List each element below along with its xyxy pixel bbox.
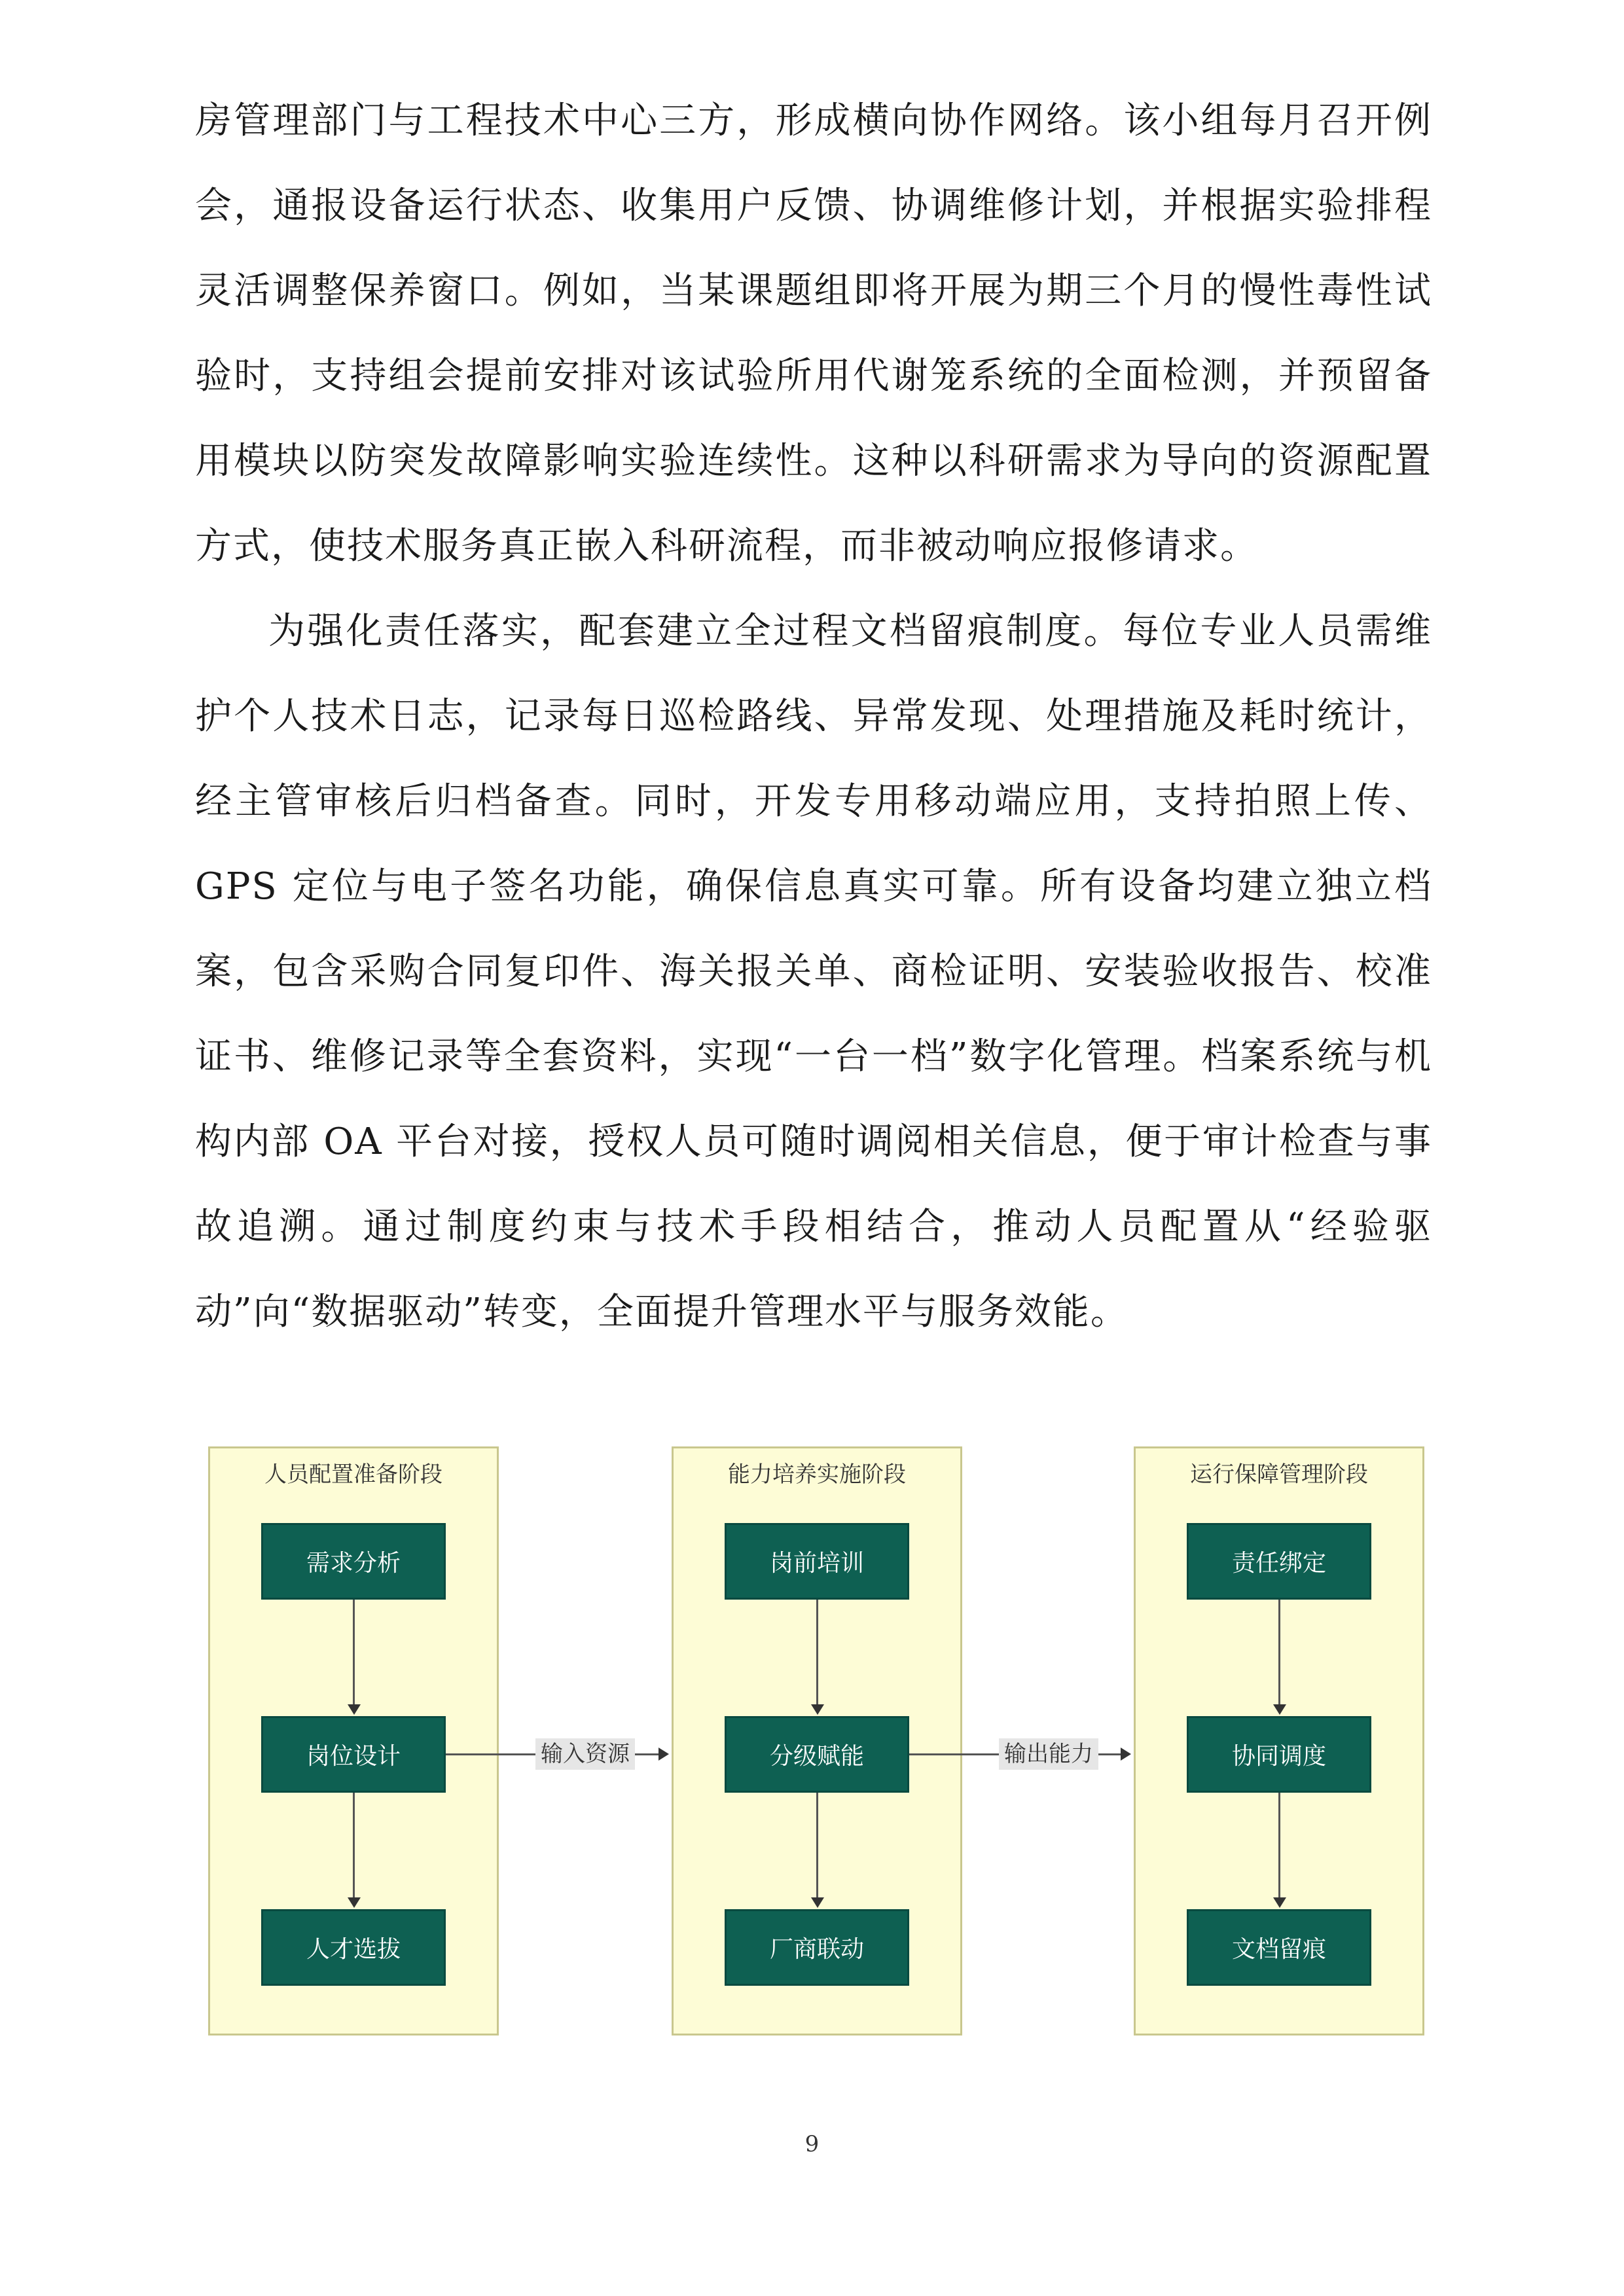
arrow-head-icon xyxy=(348,1897,361,1908)
arrow-line xyxy=(1278,1600,1280,1704)
paragraph-2: 为强化责任落实，配套建立全过程文档留痕制度。每位专业人员需维护个人技术日志，记录每日巡检路线、异常发现、处理措施及耗时统计，经主管审核后归档备查。同时，开发专用移动端应用，支持拍照上传、GPS 定位与电子签名功能，确保信息真实可靠。所有设备均建立独立档案，包含采购合同复印件、海关报关单、商检证明、安装验收报告、校准证书、维修记录等全套资料，实现“一台一档”数字化管理。档案系统与机构内部 OA 平台对接，授权人员可随时调阅相关信息，便于审计检查与事故追溯。通过制度约束与技术手段相结合，推动人员配置从“经验驱动”向“数据驱动”转变，全面提升管理水平与服务效能。 xyxy=(195,610,1432,1333)
arrow-line xyxy=(1278,1793,1280,1897)
node-vendor-linkage: 厂商联动 xyxy=(725,1909,909,1986)
arrow-head-icon xyxy=(811,1704,824,1715)
arrow-head-icon xyxy=(659,1748,669,1761)
stage-title: 能力培养实施阶段 xyxy=(728,1462,906,1488)
node-position-design: 岗位设计 xyxy=(261,1716,446,1793)
arrow-line xyxy=(353,1600,355,1704)
arrow-head-icon xyxy=(348,1704,361,1715)
node-talent-selection: 人才选拔 xyxy=(261,1909,446,1986)
node-needs-analysis: 需求分析 xyxy=(261,1523,446,1600)
arrow-line xyxy=(353,1793,355,1897)
body-text xyxy=(195,79,1432,1355)
node-coordinated-dispatch: 协同调度 xyxy=(1187,1716,1371,1793)
node-tiered-empowerment: 分级赋能 xyxy=(725,1716,909,1793)
arrow-head-icon xyxy=(1121,1748,1131,1761)
node-pre-job-training: 岗前培训 xyxy=(725,1523,909,1600)
node-responsibility-binding: 责任绑定 xyxy=(1187,1523,1371,1600)
arrow-head-icon xyxy=(1273,1897,1286,1908)
arrow-line xyxy=(816,1600,818,1704)
flowchart xyxy=(208,1446,1427,2036)
arrow-line xyxy=(816,1793,818,1897)
stage-title: 运行保障管理阶段 xyxy=(1190,1462,1368,1488)
stage-title: 人员配置准备阶段 xyxy=(264,1462,442,1488)
paragraph-1: 房管理部门与工程技术中心三方，形成横向协作网络。该小组每月召开例会，通报设备运行状态、收集用户反馈、协调维修计划，并根据实验排程灵活调整保养窗口。例如，当某课题组即将开展为期三个月的慢性毒性试验时，支持组会提前安排对该试验所用代谢笼系统的全面检测，并预留备用模块以防突发故障影响实验连续性。这种以科研需求为导向的资源配置方式，使技术服务真正嵌入科研流程，而非被动响应报修请求。 xyxy=(195,99,1432,567)
page-number: 9 xyxy=(804,2131,820,2157)
edge-label-input: 输入资源 xyxy=(535,1738,635,1770)
node-document-trace: 文档留痕 xyxy=(1187,1909,1371,1986)
arrow-head-icon xyxy=(1273,1704,1286,1715)
edge-label-output: 输出能力 xyxy=(999,1738,1098,1770)
arrow-head-icon xyxy=(811,1897,824,1908)
